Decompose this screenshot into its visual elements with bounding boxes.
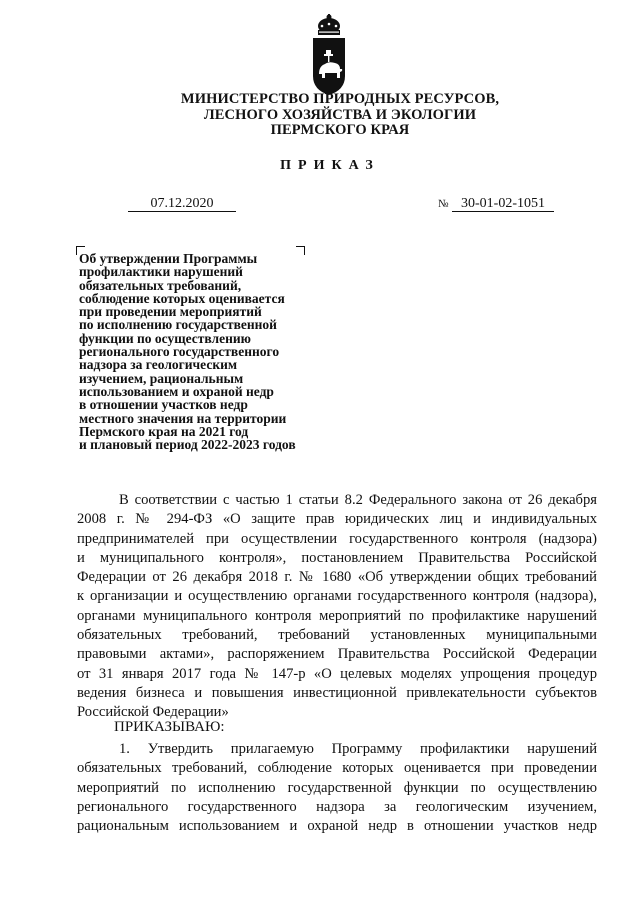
preamble-line: обязательных требований, требований установленных муниципальными (77, 627, 597, 644)
item-1-paragraph (77, 740, 597, 836)
document-number-block (438, 196, 554, 212)
subject-line: при проведении мероприятий (79, 304, 262, 320)
subject-line: Об утверждении Программы (79, 251, 258, 266)
subject-line: надзора за геологическим (79, 357, 238, 373)
order-word: ПРИКАЗЫВАЮ: (114, 719, 225, 735)
preamble-line: Федерации от 26 декабря 2018 г. № 1680 «Об утверждении общих требований (77, 569, 597, 586)
preamble-line: ведения бизнеса и повышения инвестиционной привлекательности субъектов (77, 684, 597, 701)
subject-line: профилактики нарушений (79, 264, 243, 280)
document-type: ПРИКАЗ (280, 158, 380, 173)
preamble-line: от 31 января 2017 года № 147-р «О целевых моделях упрощения процедур (77, 665, 597, 682)
preamble-line: 2008 г. № 294-ФЗ «О защите прав юридических лиц и индивидуальных (77, 511, 597, 528)
number-sign: № (438, 198, 449, 210)
item-line: рациональным использованием и охраной недр в отношении участков недр (77, 818, 597, 835)
preamble-line: предпринимателей при осуществлении государственного контроля (надзора) (77, 530, 597, 547)
item-line: мероприятий по исполнению государственной функции по осуществлению (77, 779, 597, 796)
ministry-line: МИНИСТЕРСТВО ПРИРОДНЫХ РЕСУРСОВ, (180, 91, 500, 107)
subject-line: обязательных требований, (79, 277, 242, 293)
preamble-line: и муниципального контроля», постановлением Правительства Российской (77, 549, 597, 566)
subject-line: по исполнению государственной (79, 317, 277, 333)
document-subject (79, 252, 369, 451)
item-line: 1. Утвердить прилагаемую Программу профилактики нарушений (119, 741, 597, 757)
subject-line: местного значения на территории (79, 410, 287, 426)
document-date: 07.12.2020 (128, 196, 236, 212)
perm-krai-coat-of-arms-icon (309, 14, 349, 96)
preamble-line: В соответствии с частью 1 статьи 8.2 Федерального закона от 26 декабря (119, 492, 597, 508)
subject-line: и плановый период 2022-2023 годов (79, 437, 296, 453)
preamble-line: правовыми актами», распоряжением Правительства Российской Федерации (77, 646, 597, 663)
item-line: регионального государственного надзора за геологическим изучением, (77, 798, 597, 815)
document-number: 30-01-02-1051 (452, 196, 554, 212)
subject-line: изучением, рациональным (79, 370, 244, 386)
item-line: обязательных требований, соблюдение которых оценивается при проведении (77, 760, 597, 777)
subject-line: функции по осуществлению (79, 330, 251, 346)
ministry-line: ПЕРМСКОГО КРАЯ (270, 122, 410, 138)
subject-line: использованием и охраной недр (79, 383, 274, 399)
preamble-paragraph (77, 491, 597, 723)
subject-line: Пермского края на 2021 год (79, 423, 249, 439)
subject-line: соблюдение которых оценивается (79, 290, 285, 306)
subject-line: в отношении участков недр (79, 397, 248, 413)
ministry-name (150, 92, 530, 139)
preamble-line: органами муниципального контроля мероприятий по профилактике нарушений (77, 607, 597, 624)
preamble-line: Российской Федерации» (77, 704, 229, 721)
preamble-line: к организации и осуществлению органами государственного контроля (надзора), (77, 588, 597, 605)
ministry-line: ЛЕСНОГО ХОЗЯЙСТВА И ЭКОЛОГИИ (203, 106, 477, 123)
subject-line: регионального государственного (79, 344, 280, 360)
